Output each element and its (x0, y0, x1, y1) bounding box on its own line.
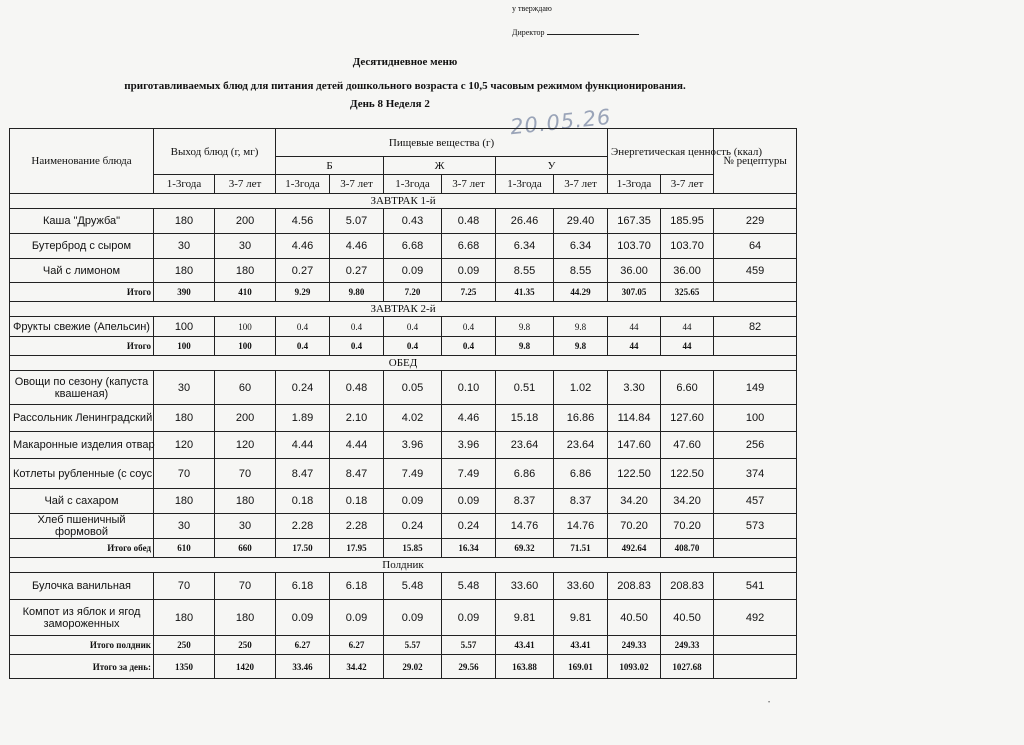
total-value: 0.4 (276, 337, 330, 356)
day-total-recipe-empty (714, 655, 797, 679)
signature-line (547, 26, 639, 35)
value-cell: 0.09 (442, 489, 496, 514)
col-b-header: Б (276, 157, 384, 175)
value-cell: 0.18 (276, 489, 330, 514)
total-row (10, 283, 797, 302)
value-cell: 26.46 (496, 209, 554, 234)
value-cell: 100 (154, 317, 215, 337)
value-cell: 29.40 (554, 209, 608, 234)
value-cell: 120 (215, 432, 276, 459)
value-cell: 70.20 (608, 514, 661, 539)
total-value: 410 (215, 283, 276, 302)
approval-block (512, 4, 639, 38)
age-header: 3-7 лет (661, 175, 714, 194)
value-cell: 70.20 (661, 514, 714, 539)
total-value: 9.8 (496, 337, 554, 356)
table-row (10, 317, 797, 337)
value-cell: 0.48 (330, 371, 384, 405)
value-cell: 0.10 (442, 371, 496, 405)
col-recipe-header: № рецептуры (714, 129, 797, 194)
table-row (10, 371, 797, 405)
value-cell: 9.81 (496, 600, 554, 636)
value-cell: 0.51 (496, 371, 554, 405)
dish-name: Компот из яблок и ягод замороженных (10, 600, 154, 636)
value-cell: 0.4 (384, 317, 442, 337)
value-cell: 0.09 (384, 489, 442, 514)
total-value: 249.33 (661, 636, 714, 655)
table-row (10, 573, 797, 600)
dish-name: Чай с лимоном (10, 259, 154, 283)
value-cell: 9.8 (554, 317, 608, 337)
value-cell: 15.18 (496, 405, 554, 432)
day-total-value: 34.42 (330, 655, 384, 679)
value-cell: 5.48 (442, 573, 496, 600)
age-header: 1-3года (154, 175, 215, 194)
dish-name: Рассольник Ленинградский (10, 405, 154, 432)
value-cell: 147.60 (608, 432, 661, 459)
value-cell: 23.64 (554, 432, 608, 459)
value-cell: 4.02 (384, 405, 442, 432)
value-cell: 8.55 (496, 259, 554, 283)
total-value: 5.57 (442, 636, 496, 655)
day-total-row (10, 655, 797, 679)
section-row (10, 194, 797, 209)
day-total-value: 29.02 (384, 655, 442, 679)
document-title: Десятидневное меню (352, 56, 458, 68)
value-cell: 8.47 (276, 459, 330, 489)
value-cell: 4.56 (276, 209, 330, 234)
value-cell: 47.60 (661, 432, 714, 459)
value-cell: 180 (154, 259, 215, 283)
value-cell: 0.09 (384, 600, 442, 636)
value-cell: 0.4 (330, 317, 384, 337)
recipe-number: 457 (714, 489, 797, 514)
value-cell: 40.50 (661, 600, 714, 636)
value-cell: 4.46 (442, 405, 496, 432)
value-cell: 5.07 (330, 209, 384, 234)
col-name-header: Наименование блюда (10, 129, 154, 194)
value-cell: 6.86 (496, 459, 554, 489)
value-cell: 122.50 (661, 459, 714, 489)
value-cell: 36.00 (608, 259, 661, 283)
value-cell: 70 (154, 573, 215, 600)
dish-name: Чай с сахаром (10, 489, 154, 514)
table-row (10, 489, 797, 514)
value-cell: 2.28 (330, 514, 384, 539)
value-cell: 167.35 (608, 209, 661, 234)
total-value: 7.20 (384, 283, 442, 302)
value-cell: 6.60 (661, 371, 714, 405)
dish-name: Овощи по сезону (капуста квашеная) (10, 371, 154, 405)
value-cell: 208.83 (608, 573, 661, 600)
table-row (10, 600, 797, 636)
col-nutrients-header: Пищевые вещества (г) (276, 129, 608, 157)
col-zh-header: Ж (384, 157, 496, 175)
value-cell: 7.49 (384, 459, 442, 489)
dish-name: Булочка ванильная (10, 573, 154, 600)
value-cell: 6.34 (554, 234, 608, 259)
value-cell: 5.48 (384, 573, 442, 600)
value-cell: 70 (154, 459, 215, 489)
day-total-value: 33.46 (276, 655, 330, 679)
age-header: 3-7 лет (330, 175, 384, 194)
value-cell: 34.20 (608, 489, 661, 514)
value-cell: 1.02 (554, 371, 608, 405)
section-title: ЗАВТРАК 1-й (10, 194, 797, 209)
recipe-number: 100 (714, 405, 797, 432)
value-cell: 6.18 (330, 573, 384, 600)
value-cell: 9.81 (554, 600, 608, 636)
value-cell: 200 (215, 209, 276, 234)
total-recipe-empty (714, 283, 797, 302)
recipe-number: 149 (714, 371, 797, 405)
value-cell: 103.70 (608, 234, 661, 259)
total-row (10, 539, 797, 558)
total-value: 660 (215, 539, 276, 558)
total-value: 390 (154, 283, 215, 302)
recipe-number: 573 (714, 514, 797, 539)
col-u-header: У (496, 157, 608, 175)
value-cell: 0.27 (276, 259, 330, 283)
dish-name: Бутерброд с сыром (10, 234, 154, 259)
total-value: 9.29 (276, 283, 330, 302)
value-cell: 0.24 (276, 371, 330, 405)
age-header: 1-3года (384, 175, 442, 194)
value-cell: 180 (154, 489, 215, 514)
value-cell: 114.84 (608, 405, 661, 432)
menu-table (9, 128, 797, 679)
value-cell: 0.09 (384, 259, 442, 283)
age-header: 3-7 лет (215, 175, 276, 194)
age-header: 1-3года (496, 175, 554, 194)
recipe-number: 256 (714, 432, 797, 459)
table-row (10, 234, 797, 259)
value-cell: 60 (215, 371, 276, 405)
value-cell: 6.68 (384, 234, 442, 259)
value-cell: 8.37 (554, 489, 608, 514)
value-cell: 180 (215, 489, 276, 514)
recipe-number: 374 (714, 459, 797, 489)
total-value: 0.4 (330, 337, 384, 356)
value-cell: 0.18 (330, 489, 384, 514)
director-label: Директор (512, 28, 545, 37)
total-value: 408.70 (661, 539, 714, 558)
day-total-value: 1027.68 (661, 655, 714, 679)
total-value: 250 (154, 636, 215, 655)
value-cell: 0.05 (384, 371, 442, 405)
menu-body (10, 194, 797, 679)
total-label: Итого (10, 283, 154, 302)
value-cell: 208.83 (661, 573, 714, 600)
total-value: 43.41 (554, 636, 608, 655)
value-cell: 120 (154, 432, 215, 459)
value-cell: 0.4 (276, 317, 330, 337)
value-cell: 4.46 (330, 234, 384, 259)
dish-name: Макаронные изделия отвар (10, 432, 154, 459)
total-value: 250 (215, 636, 276, 655)
dish-name: Каша "Дружба" (10, 209, 154, 234)
value-cell: 33.60 (496, 573, 554, 600)
table-row (10, 405, 797, 432)
total-label: Итого (10, 337, 154, 356)
value-cell: 34.20 (661, 489, 714, 514)
total-value: 15.85 (384, 539, 442, 558)
value-cell: 0.09 (330, 600, 384, 636)
value-cell: 4.44 (276, 432, 330, 459)
value-cell: 8.37 (496, 489, 554, 514)
value-cell: 2.28 (276, 514, 330, 539)
value-cell: 0.4 (442, 317, 496, 337)
dish-name: Котлеты рубленные (с соус (10, 459, 154, 489)
value-cell: 1.89 (276, 405, 330, 432)
value-cell: 0.24 (442, 514, 496, 539)
value-cell: 0.48 (442, 209, 496, 234)
value-cell: 180 (215, 259, 276, 283)
table-row (10, 259, 797, 283)
value-cell: 100 (215, 317, 276, 337)
total-value: 5.57 (384, 636, 442, 655)
total-value: 7.25 (442, 283, 496, 302)
total-value: 6.27 (330, 636, 384, 655)
total-value: 43.41 (496, 636, 554, 655)
value-cell: 4.46 (276, 234, 330, 259)
day-total-value: 1093.02 (608, 655, 661, 679)
total-value: 0.4 (442, 337, 496, 356)
day-total-value: 1350 (154, 655, 215, 679)
table-row (10, 459, 797, 489)
value-cell: 4.44 (330, 432, 384, 459)
value-cell: 30 (154, 234, 215, 259)
section-row (10, 558, 797, 573)
total-row (10, 337, 797, 356)
value-cell: 3.96 (384, 432, 442, 459)
value-cell: 103.70 (661, 234, 714, 259)
total-value: 325.65 (661, 283, 714, 302)
handwritten-date: 20.05.26 (509, 104, 613, 140)
value-cell: 180 (154, 405, 215, 432)
value-cell: 6.34 (496, 234, 554, 259)
total-value: 16.34 (442, 539, 496, 558)
age-header: 1-3года (608, 175, 661, 194)
section-row (10, 356, 797, 371)
value-cell: 180 (154, 209, 215, 234)
value-cell: 30 (154, 371, 215, 405)
total-label: Итого обед (10, 539, 154, 558)
value-cell: 8.47 (330, 459, 384, 489)
value-cell: 0.43 (384, 209, 442, 234)
total-value: 17.95 (330, 539, 384, 558)
total-value: 9.80 (330, 283, 384, 302)
total-value: 71.51 (554, 539, 608, 558)
total-value: 44 (661, 337, 714, 356)
section-title: ЗАВТРАК 2-й (10, 302, 797, 317)
day-total-value: 163.88 (496, 655, 554, 679)
value-cell: 0.09 (276, 600, 330, 636)
value-cell: 14.76 (554, 514, 608, 539)
value-cell: 14.76 (496, 514, 554, 539)
value-cell: 23.64 (496, 432, 554, 459)
value-cell: 2.10 (330, 405, 384, 432)
age-header: 3-7 лет (442, 175, 496, 194)
value-cell: 44 (608, 317, 661, 337)
total-value: 9.8 (554, 337, 608, 356)
col-energy-header: Энергетическая ценность (ккал) (608, 129, 714, 175)
total-value: 492.64 (608, 539, 661, 558)
age-header: 1-3года (276, 175, 330, 194)
dish-name: Хлеб пшеничный формовой (10, 514, 154, 539)
value-cell: 0.24 (384, 514, 442, 539)
value-cell: 36.00 (661, 259, 714, 283)
day-total-value: 1420 (215, 655, 276, 679)
recipe-number: 492 (714, 600, 797, 636)
table-row (10, 432, 797, 459)
approve-label: у тверждаю (512, 4, 552, 13)
value-cell: 200 (215, 405, 276, 432)
value-cell: 127.60 (661, 405, 714, 432)
value-cell: 16.86 (554, 405, 608, 432)
value-cell: 30 (215, 514, 276, 539)
day-total-label: Итого за день: (10, 655, 154, 679)
value-cell: 30 (154, 514, 215, 539)
total-value: 0.4 (384, 337, 442, 356)
day-week-line: День 8 Неделя 2 (350, 98, 430, 110)
total-value: 100 (215, 337, 276, 356)
scan-mark: • (768, 700, 771, 706)
total-value: 6.27 (276, 636, 330, 655)
total-value: 44 (608, 337, 661, 356)
recipe-number: 64 (714, 234, 797, 259)
section-title: Полдник (10, 558, 797, 573)
director-line (512, 26, 639, 38)
total-recipe-empty (714, 337, 797, 356)
value-cell: 33.60 (554, 573, 608, 600)
total-value: 69.32 (496, 539, 554, 558)
day-total-value: 29.56 (442, 655, 496, 679)
day-total-value: 169.01 (554, 655, 608, 679)
value-cell: 180 (154, 600, 215, 636)
value-cell: 122.50 (608, 459, 661, 489)
recipe-number: 541 (714, 573, 797, 600)
value-cell: 6.18 (276, 573, 330, 600)
total-label: Итого полдник (10, 636, 154, 655)
value-cell: 0.09 (442, 259, 496, 283)
total-value: 307.05 (608, 283, 661, 302)
total-value: 17.50 (276, 539, 330, 558)
total-value: 41.35 (496, 283, 554, 302)
value-cell: 7.49 (442, 459, 496, 489)
total-recipe-empty (714, 539, 797, 558)
value-cell: 44 (661, 317, 714, 337)
section-row (10, 302, 797, 317)
col-yield-header: Выход блюд (г, мг) (154, 129, 276, 175)
table-row (10, 209, 797, 234)
recipe-number: 229 (714, 209, 797, 234)
value-cell: 180 (215, 600, 276, 636)
value-cell: 0.09 (442, 600, 496, 636)
value-cell: 40.50 (608, 600, 661, 636)
value-cell: 3.30 (608, 371, 661, 405)
value-cell: 70 (215, 573, 276, 600)
value-cell: 0.27 (330, 259, 384, 283)
total-value: 44.29 (554, 283, 608, 302)
total-row (10, 636, 797, 655)
recipe-number: 82 (714, 317, 797, 337)
value-cell: 8.55 (554, 259, 608, 283)
total-value: 249.33 (608, 636, 661, 655)
total-recipe-empty (714, 636, 797, 655)
section-title: ОБЕД (10, 356, 797, 371)
total-value: 100 (154, 337, 215, 356)
total-value: 610 (154, 539, 215, 558)
value-cell: 9.8 (496, 317, 554, 337)
value-cell: 70 (215, 459, 276, 489)
value-cell: 6.68 (442, 234, 496, 259)
recipe-number: 459 (714, 259, 797, 283)
document-subtitle: приготавливаемых блюд для питания детей дошкольного возраста с 10,5 часовым режимом функционирования. (124, 80, 686, 92)
age-header: 3-7 лет (554, 175, 608, 194)
table-row (10, 514, 797, 539)
value-cell: 3.96 (442, 432, 496, 459)
value-cell: 185.95 (661, 209, 714, 234)
dish-name: Фрукты свежие (Апельсин) (10, 317, 154, 337)
value-cell: 6.86 (554, 459, 608, 489)
value-cell: 30 (215, 234, 276, 259)
